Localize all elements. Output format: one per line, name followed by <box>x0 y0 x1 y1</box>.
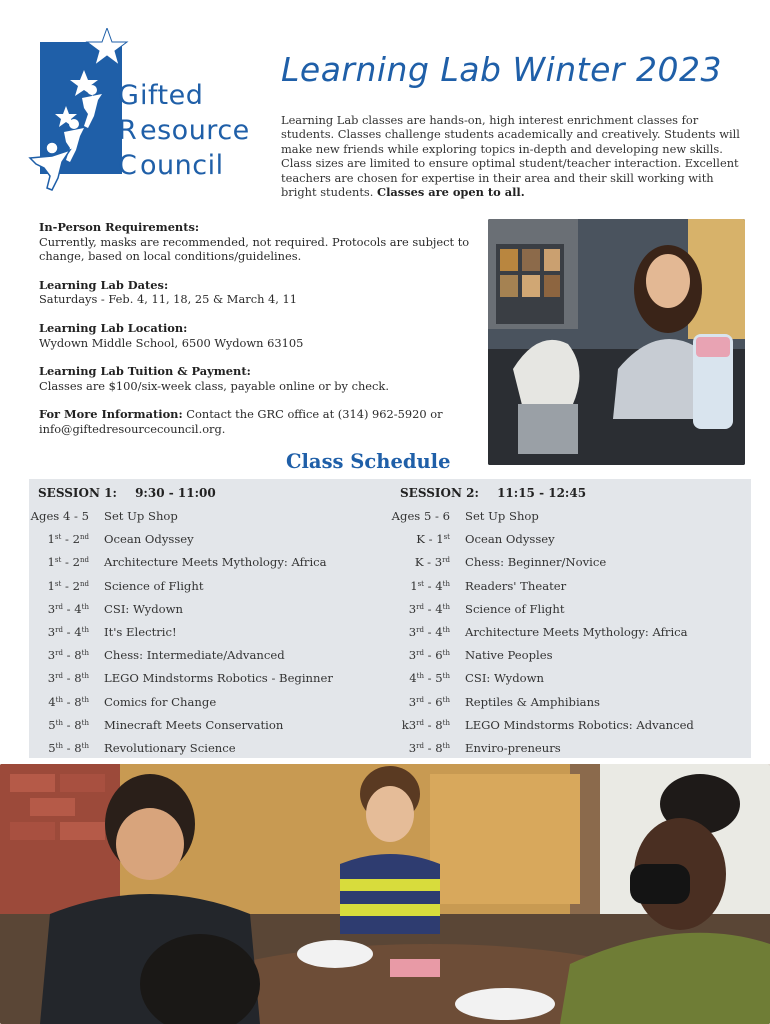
class-name: Ocean Odyssey <box>104 532 194 547</box>
grade-range: 3rd - 8th <box>47 648 89 663</box>
grade-range: 3rd - 4th <box>47 624 89 639</box>
grade-range: 3rd - 8th <box>47 671 89 686</box>
class-name: Science of Flight <box>104 578 204 593</box>
dates-text: Saturdays - Feb. 4, 11, 18, 25 & March 4, 11 <box>39 292 298 307</box>
class-name: Revolutionary Science <box>104 740 236 755</box>
class-name: Comics for Change <box>104 694 217 709</box>
grade-range: K - 3rd <box>414 555 450 570</box>
class-name: Set Up Shop <box>104 509 178 523</box>
tuition-text: Classes are $100/six-week class, payable online or by check. <box>39 378 389 393</box>
class-name: It's Electric! <box>104 624 177 639</box>
student-photo <box>488 219 745 465</box>
session1-heading <box>38 486 216 500</box>
logo-letter: C <box>118 150 138 181</box>
dates-block <box>39 278 484 307</box>
class-name: Enviro-preneurs <box>465 740 561 755</box>
more-info-heading: For More Information: <box>39 407 183 422</box>
class-name: Readers' Theater <box>465 578 567 593</box>
location-block <box>39 321 484 350</box>
requirements-heading: In-Person Requirements: <box>39 220 200 234</box>
logo-word: ifted <box>140 80 204 111</box>
class-name: Science of Flight <box>465 601 565 616</box>
class-name: CSI: Wydown <box>104 601 183 616</box>
grade-range: 3rd - 4th <box>408 601 450 616</box>
class-name: Reptiles & Amphibians <box>465 694 601 709</box>
student-photo-art <box>488 219 745 465</box>
class-name: Architecture Meets Mythology: Africa <box>104 555 327 570</box>
class-name: Architecture Meets Mythology: Africa <box>465 624 688 639</box>
info-section <box>39 220 484 451</box>
grade-range: 1st - 2nd <box>47 532 89 547</box>
grade-range: 1st - 2nd <box>47 578 89 593</box>
grade-range: 3rd - 4th <box>408 624 450 639</box>
tuition-heading: Learning Lab Tuition & Payment: <box>39 364 251 379</box>
schedule-title: Class Schedule <box>286 450 451 473</box>
class-name: LEGO Mindstorms Robotics: Advanced <box>465 717 694 732</box>
class-name: Chess: Beginner/Novice <box>465 555 607 570</box>
class-name: Chess: Intermediate/Advanced <box>104 648 285 663</box>
grc-logo <box>22 28 257 193</box>
logo-letter: R <box>118 115 138 146</box>
more-info-text: Contact the GRC office at (314) 962-5920 or info@giftedresourcecouncil.org. <box>39 407 443 436</box>
session2-time: 11:15 - 12:45 <box>497 486 587 500</box>
class-name: Ocean Odyssey <box>465 532 555 547</box>
grade-range: 3rd - 4th <box>47 601 89 616</box>
logo-word: ouncil <box>140 150 224 181</box>
location-text: Wydown Middle School, 6500 Wydown 63105 <box>39 335 304 350</box>
classroom-photo-art <box>0 764 770 1024</box>
grade-range: 3rd - 6th <box>408 648 450 663</box>
logo-word: esource <box>140 115 250 146</box>
grade-range: 1st - 2nd <box>47 555 89 570</box>
session1-label: SESSION 1: <box>38 486 117 500</box>
figure-icon <box>30 142 70 190</box>
session2-label: SESSION 2: <box>400 486 479 500</box>
location-heading: Learning Lab Location: <box>39 320 188 335</box>
grade-range: K - 1st <box>416 532 450 547</box>
requirements-block <box>39 220 484 264</box>
grade-range: 3rd - 8th <box>408 740 450 755</box>
grade-range: Ages 5 - 6 <box>391 509 450 523</box>
class-name: Minecraft Meets Conservation <box>104 717 284 732</box>
requirements-text: Currently, masks are recommended, not required. Protocols are subject to change, based on local conditions/guidelines. <box>39 234 470 264</box>
grade-range: 5th - 8th <box>48 740 89 755</box>
grade-range: 3rd - 6th <box>408 694 450 709</box>
schedule-table <box>29 479 751 758</box>
more-info-block <box>39 407 484 436</box>
session1-time: 9:30 - 11:00 <box>135 486 216 500</box>
grade-range: k3rd - 8th <box>401 717 450 732</box>
tuition-block <box>39 364 484 393</box>
grade-range: 4th - 8th <box>48 694 89 709</box>
grade-range: Ages 4 - 5 <box>30 509 89 523</box>
logo-letter: G <box>118 80 140 111</box>
intro-text: Learning Lab classes are hands-on, high interest enrichment classes for students. Classes challenge students academically and creatively. Students will make new friends while exploring topics in-depth and developing new skills. Class sizes are limited to ensure optimal student/teacher interaction. Excellent teachers are chosen for expertise in their area and their skill working with bright students. <box>281 113 740 200</box>
page-title: Learning Lab Winter 2023 <box>281 50 722 89</box>
class-name: LEGO Mindstorms Robotics - Beginner <box>104 671 333 686</box>
dates-heading: Learning Lab Dates: <box>39 277 169 292</box>
grade-range: 1st - 4th <box>410 578 450 593</box>
session2-heading <box>400 486 586 500</box>
classroom-photo <box>0 764 770 1024</box>
class-name: CSI: Wydown <box>465 671 544 686</box>
class-name: Set Up Shop <box>465 509 539 523</box>
intro-bold-text: Classes are open to all. <box>377 185 525 200</box>
star-icon <box>87 28 127 65</box>
logo-wordmark <box>118 78 250 183</box>
grade-range: 4th - 5th <box>409 671 450 686</box>
figure-icon <box>82 85 102 128</box>
intro-paragraph <box>281 113 751 199</box>
class-name: Native Peoples <box>465 648 553 663</box>
grade-range: 5th - 8th <box>48 717 89 732</box>
